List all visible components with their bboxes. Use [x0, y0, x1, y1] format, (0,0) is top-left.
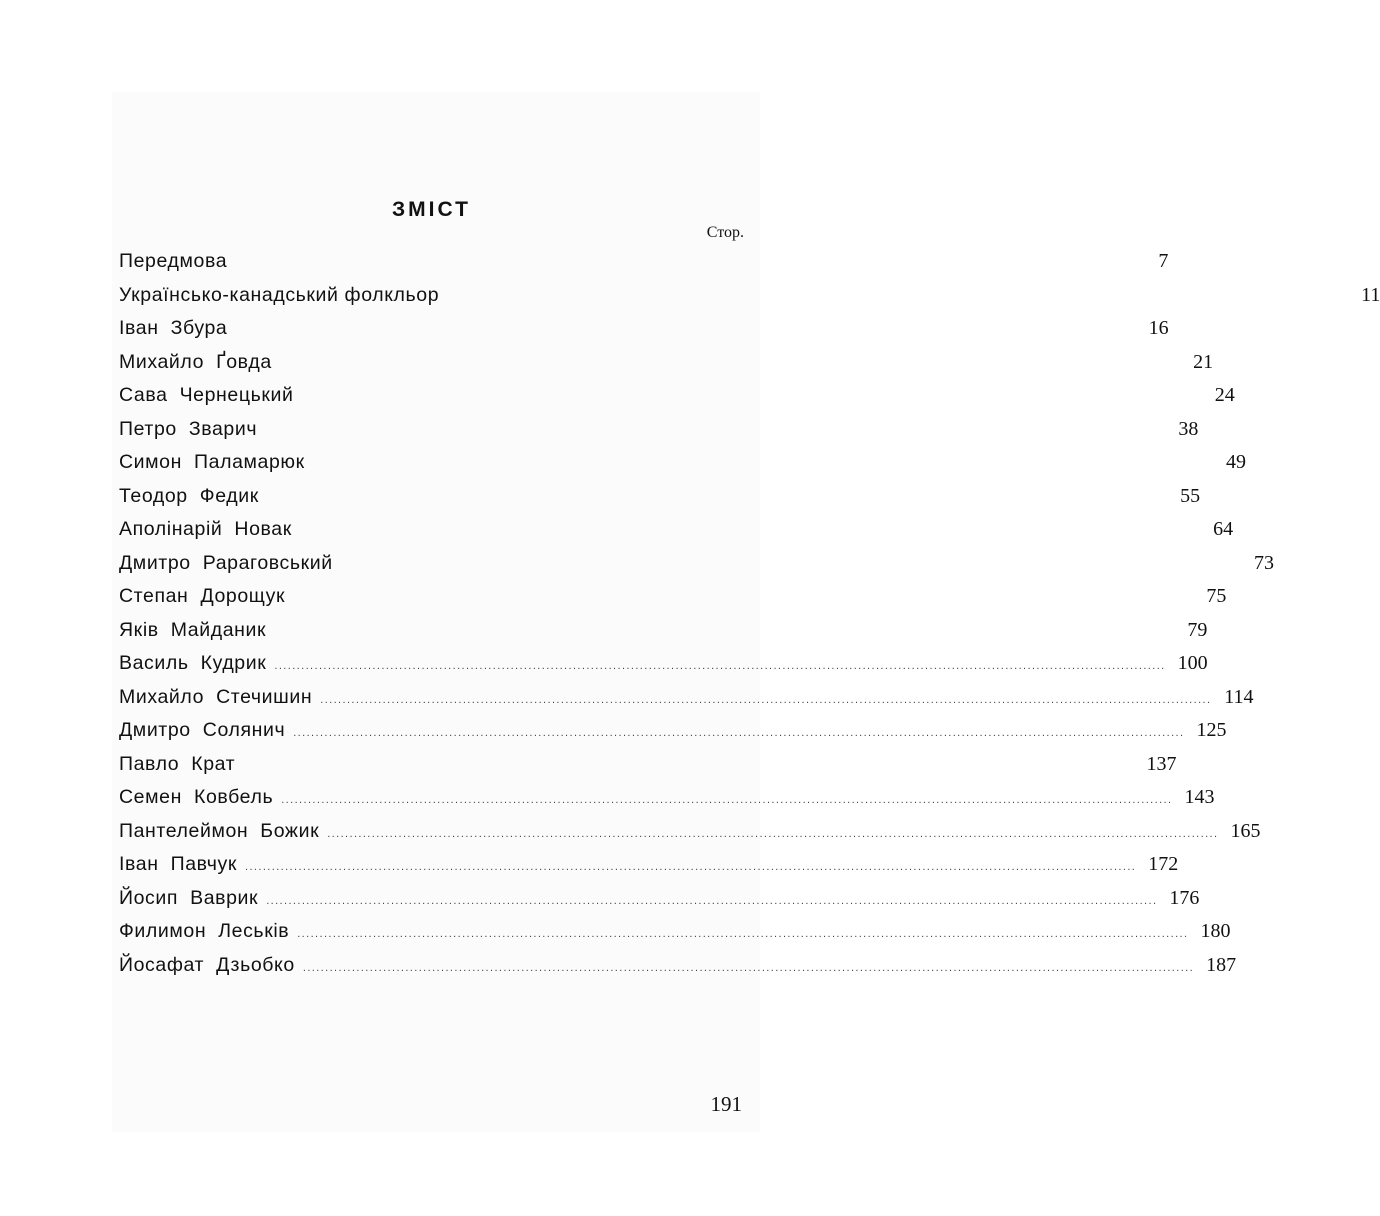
toc-entry-title: Пантелеймон Божик — [119, 819, 320, 842]
dot-leader: ........................................................................................................................................................................................................ — [266, 894, 1158, 907]
toc-entry-title: Йосафат Дзьобко — [119, 953, 295, 976]
toc-entry — [119, 417, 1199, 452]
toc-entry-title: Іван Збура — [119, 317, 228, 339]
toc-entry-page: 7 — [1158, 250, 1169, 272]
toc-entry-title: Михайло Стечишин — [119, 685, 313, 708]
toc-entry-title: Яків Майданик — [119, 618, 267, 641]
dot-leader: ........................................................................................................................................................................................................ — [274, 660, 1166, 672]
toc-entry-title: Теодор Федик — [119, 484, 259, 507]
toc-entry — [119, 719, 1227, 753]
dot-leader: ........................................................................................................................................................................................................ — [281, 794, 1173, 806]
toc-entry-title: Дмитро Солянич — [119, 719, 286, 741]
toc-entry-page: 16 — [1148, 317, 1169, 339]
toc-entry — [119, 652, 1208, 686]
toc-entry-page: 24 — [1214, 384, 1235, 406]
toc-entry-title: Дмитро Рараговський — [119, 551, 333, 574]
toc-entry — [119, 953, 1237, 988]
page-title: ЗМІСТ — [392, 198, 471, 221]
toc-entry — [119, 585, 1227, 619]
toc-entry-page: 137 — [1146, 752, 1177, 775]
page-number: 191 — [710, 1092, 742, 1116]
toc-entry — [119, 350, 1214, 385]
page-column-label: Стор. — [706, 224, 744, 241]
toc-entry-title: Аполінарій Новак — [119, 518, 292, 540]
toc-entry-page: 143 — [1184, 786, 1215, 808]
toc-entry-page: 49 — [1226, 451, 1247, 473]
toc-entry-title: Михайло Ґовда — [119, 350, 272, 373]
toc-entry-page: 180 — [1200, 920, 1231, 942]
toc-entry-page: 187 — [1206, 953, 1237, 976]
toc-entry-page: 125 — [1196, 719, 1227, 741]
toc-entry-page: 79 — [1187, 618, 1208, 641]
toc-entry-title: Сава Чернецький — [119, 384, 294, 406]
dot-leader: ........................................................................................................................................................................................................ — [327, 827, 1219, 840]
toc-entry-title: Українсько-канадський фолкльор — [119, 283, 440, 306]
toc-entry-title: Петро Зварич — [119, 417, 258, 440]
toc-entry-title: Семен Ковбель — [119, 786, 274, 808]
toc-entry-page: 172 — [1148, 853, 1179, 875]
toc-entry — [119, 618, 1208, 653]
toc-entry-page: 100 — [1177, 652, 1208, 674]
toc-entry-page: 75 — [1206, 585, 1227, 607]
toc-entry — [119, 317, 1169, 351]
toc-entry — [119, 518, 1234, 552]
dot-leader: ........................................................................................................................................................................................................ — [302, 961, 1195, 974]
toc-entry-page: 176 — [1169, 886, 1200, 909]
toc-entry — [119, 283, 1380, 318]
dot-leader: ........................................................................................................................................................................................................ — [320, 693, 1212, 706]
dot-leader: ........................................................................................................................................................................................................ — [297, 928, 1189, 940]
toc-entry-page: 73 — [1254, 551, 1274, 574]
toc-entry — [119, 752, 1177, 787]
toc-entry — [119, 819, 1261, 854]
toc-entry — [119, 551, 1274, 586]
toc-entry — [119, 484, 1201, 519]
toc-entry-page: 64 — [1213, 518, 1234, 540]
dot-leader: ........................................................................................................................................................................................................ — [245, 861, 1137, 873]
toc-entry — [119, 685, 1254, 720]
toc-entry-page: 11 — [1361, 283, 1380, 306]
toc-entry-title: Йосип Ваврик — [119, 886, 259, 909]
toc-entry — [119, 786, 1215, 820]
toc-entry-title: Передмова — [119, 250, 228, 272]
toc-entry — [119, 920, 1231, 954]
dot-leader: ........................................................................................................................................................................................................ — [293, 727, 1185, 739]
toc-entry — [119, 384, 1235, 418]
toc-entry-title: Симон Паламарюк — [119, 451, 305, 473]
table-of-contents — [119, 250, 1380, 987]
toc-entry-title: Степан Дорощук — [119, 585, 286, 607]
toc-entry-page: 21 — [1193, 350, 1214, 373]
toc-entry-page: 114 — [1224, 685, 1254, 708]
toc-entry-title: Филимон Леськів — [119, 920, 290, 942]
toc-entry-page: 38 — [1178, 417, 1199, 440]
toc-entry-title: Іван Павчук — [119, 853, 237, 875]
toc-entry — [119, 451, 1247, 485]
toc-entry-title: Павло Крат — [119, 752, 236, 775]
toc-entry — [119, 886, 1200, 921]
toc-entry-page: 165 — [1230, 819, 1261, 842]
toc-entry-title: Василь Кудрик — [119, 652, 267, 674]
toc-entry — [119, 250, 1169, 284]
toc-entry-page: 55 — [1180, 484, 1201, 507]
toc-entry — [119, 853, 1179, 887]
